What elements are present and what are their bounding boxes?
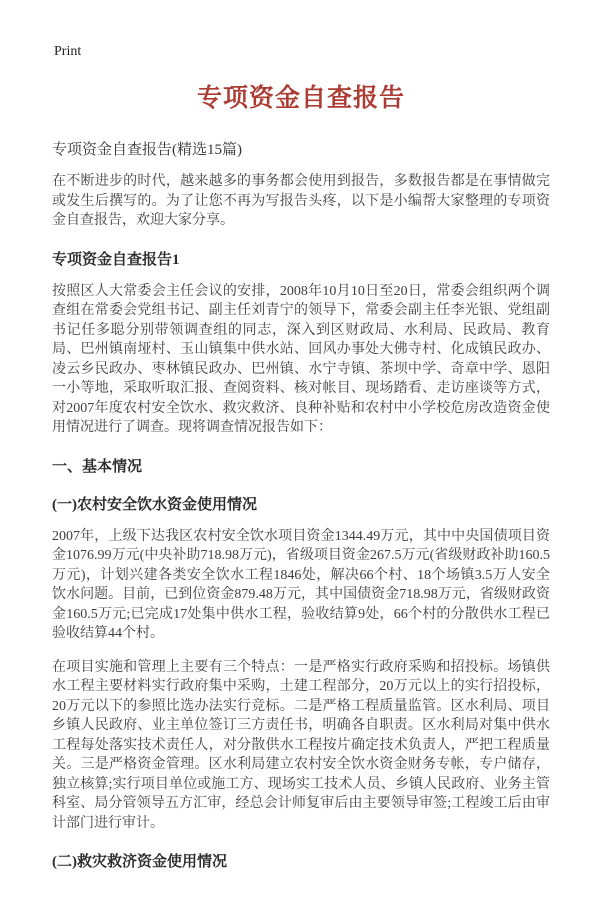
section-paragraph-funds-detail: 2007年，上级下达我区农村安全饮水项目资金1344.49万元，其中中央国债项目资金1076.99万元(中央补助718.98万元)，省级项目资金267.5万元(省级财政补助160.5万元)，计划兴建各类安全饮水工程1846处，解决66个村、18个场镇3.5万人安全饮水问题。目前，已到位资金879.48万元，其中国债资金718.98万元，省级财政资金160.5万元;已完成17处集中供水工程，验收结算9处，66个村的分散供水工程已验收结算44个村。 (52, 528, 550, 641)
article-subtitle: 专项资金自查报告(精选15篇) (52, 142, 242, 158)
section-paragraph-management-features: 在项目实施和管理上主要有三个特点：一是严格实行政府采购和招投标。场镇供水工程主要材料实行政府集中采购，土建工程部分，20万元以上的实行招投标，20万元以下的参照比选办法实行竞标。二是严格工程质量监管。区水利局、项目乡镇人民政府、业主单位签订三方责任书，明确各自职责。区水利局对集中供水工程每处落实技术责任人，对分散供水工程按片确定技术负责人，严把工程质量关。三是严格资金管理。区水利局建立农村安全饮水资金财务专帐，专户储存，独立核算;实行项目单位或施工方、现场实工技术人员、乡镇人民政府、业务主管科室、局分管领导五方汇审，经总会计师复审后由主要领导审签;工程竣工后由审计部门进行审计。 (52, 659, 550, 831)
section-heading-basic-info: 一、基本情况 (52, 458, 143, 475)
section-heading-disaster-relief-funds: (二)救灾救济资金使用情况 (52, 854, 227, 870)
page-title: 专项资金自查报告 (196, 85, 405, 112)
section-heading-drinking-water-funds: (一)农村安全饮水资金使用情况 (52, 496, 257, 513)
print-button[interactable]: Print (54, 44, 82, 59)
section-paragraph-survey-overview: 按照区人大常委会主任会议的安排，2008年10月10日至20日，常委会组织两个调查组在常委会党组书记、副主任刘青宁的领导下，常委会副主任李光银、党组副书记任多聪分别带领调查组的同志，深入到区财政局、水利局、民政局、教育局、巴州镇南垭村、玉山镇集中供水站、回风办事处大佛寺村、化成镇民政办、凌云乡民政办、枣林镇民政办、巴州镇、水宁寺镇、茶坝中学、奇章中学、恩阳一小等地，采取听取汇报、查阅资料、核对帐目、现场踏看、走访座谈等方式，对2007年度农村安全饮水、救灾救济、良种补贴和农村中小学校危房改造资金使用情况进行了调查。现将调查情况报告如下： (52, 283, 550, 435)
section-heading-report-1: 专项资金自查报告1 (52, 251, 180, 268)
intro-paragraph: 在不断进步的时代，越来越多的事务都会使用到报告，多数报告都是在事情做完或发生后撰写的。为了让您不再为写报告头疼，以下是小编帮大家整理的专项资金自查报告，欢迎大家分享。 (52, 174, 550, 228)
